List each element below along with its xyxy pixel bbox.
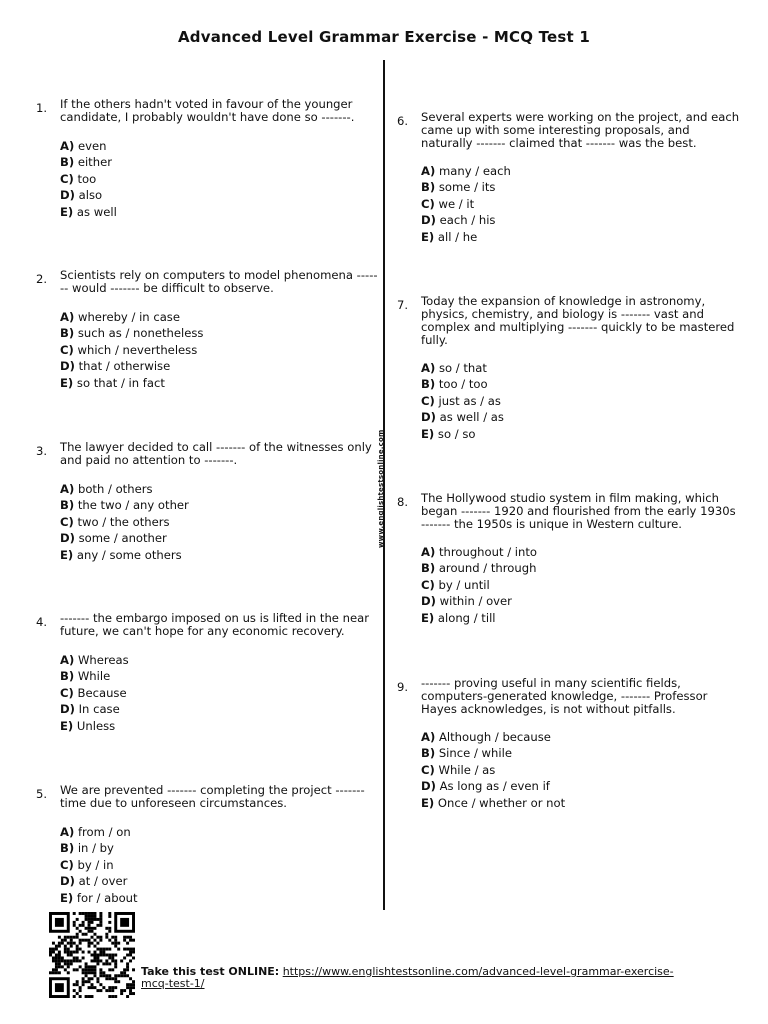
question-stem: Scientists rely on computers to model phenomena ------- would ------- be difficult to observe.	[60, 268, 378, 295]
option-text: Since / while	[438, 746, 512, 761]
option-text: within / over	[439, 594, 512, 609]
answer-option	[60, 375, 203, 391]
option-text: any / some others	[76, 547, 182, 562]
option-text: which / nevertheless	[77, 342, 198, 357]
option-text: around / through	[438, 561, 537, 576]
answer-option	[421, 163, 511, 179]
option-letter: D)	[60, 874, 75, 889]
answer-options	[421, 163, 511, 245]
footer	[141, 966, 701, 990]
question-stem: If the others hadn't voted in favour of the younger candidate, I probably wouldn't have done so -------.	[60, 97, 355, 124]
footer-label: Take this test ONLINE:	[141, 965, 280, 978]
answer-option	[60, 342, 203, 358]
answer-option	[421, 426, 504, 442]
option-letter: C)	[60, 685, 74, 700]
option-text: along / till	[437, 610, 496, 625]
answer-option	[60, 701, 129, 717]
question-number: 9.	[397, 680, 409, 694]
question-6	[397, 111, 742, 249]
question-number: 1.	[36, 101, 48, 115]
option-letter: D)	[60, 702, 75, 717]
question-number: 4.	[36, 615, 48, 629]
option-text: While	[77, 669, 111, 684]
answer-option	[421, 762, 565, 778]
option-letter: B)	[60, 155, 75, 170]
answer-option	[421, 196, 511, 212]
question-number: 7.	[397, 298, 409, 312]
option-text: for / about	[76, 890, 138, 905]
option-letter: E)	[421, 426, 435, 441]
answer-option	[60, 652, 129, 668]
answer-option	[60, 890, 138, 906]
answer-option	[421, 560, 537, 576]
answer-option	[60, 668, 129, 684]
option-letter: C)	[421, 196, 435, 211]
option-letter: C)	[60, 342, 74, 357]
option-letter: E)	[60, 890, 74, 905]
option-letter: A)	[60, 139, 75, 153]
option-letter: C)	[421, 393, 435, 408]
option-letter: A)	[421, 730, 436, 744]
option-text: throughout / into	[438, 545, 537, 559]
answer-option	[421, 593, 537, 609]
option-letter: B)	[60, 498, 75, 513]
question-stem: The Hollywood studio system in film making, which began ------- 1920 and flourished from the early 1930s ------- the 1950s is unique in Western culture.	[421, 491, 736, 531]
option-text: some / its	[438, 180, 496, 195]
answer-option	[60, 325, 203, 341]
option-text: each / his	[439, 213, 496, 228]
answer-option	[60, 497, 189, 513]
option-letter: C)	[421, 577, 435, 592]
option-text: all / he	[437, 229, 478, 244]
option-text: also	[78, 188, 103, 203]
question-stem: Today the expansion of knowledge in astronomy, physics, chemistry, and biology is ------- vast and complex and multiplying ------- quickly to be mastered fully.	[421, 294, 735, 347]
option-text: Although / because	[438, 730, 551, 744]
answer-option	[60, 840, 138, 856]
answer-option	[60, 824, 138, 840]
option-text: Unless	[76, 718, 116, 733]
option-letter: C)	[421, 762, 435, 777]
answer-option	[60, 187, 117, 203]
option-letter: B)	[421, 561, 436, 576]
answer-option	[421, 610, 537, 626]
option-text: as well	[76, 204, 117, 219]
answer-option	[421, 376, 504, 392]
answer-option	[421, 778, 565, 794]
question-7	[397, 295, 742, 446]
question-stem: The lawyer decided to call ------- of the witnesses only and paid no attention to -------.	[60, 440, 372, 467]
answer-option	[60, 514, 189, 530]
option-text: either	[77, 155, 112, 170]
option-text: Because	[77, 685, 127, 700]
answer-option	[60, 873, 138, 889]
question-number: 3.	[36, 444, 48, 458]
option-text: by / until	[438, 577, 490, 592]
question-8	[397, 492, 742, 630]
answer-option	[60, 857, 138, 873]
option-letter: D)	[60, 531, 75, 546]
answer-option	[60, 138, 117, 154]
answer-options	[421, 729, 565, 811]
option-text: many / each	[438, 164, 511, 178]
question-2	[36, 269, 381, 395]
answer-options	[60, 824, 138, 906]
answer-options	[60, 309, 203, 391]
question-number: 6.	[397, 114, 409, 128]
answer-option	[421, 409, 504, 425]
option-letter: B)	[60, 669, 75, 684]
answer-option	[421, 360, 504, 376]
option-letter: D)	[60, 188, 75, 203]
answer-option	[60, 358, 203, 374]
option-letter: B)	[421, 180, 436, 195]
option-letter: D)	[421, 410, 436, 425]
option-letter: E)	[60, 547, 74, 562]
option-letter: C)	[60, 514, 74, 529]
question-stem: ------- proving useful in many scientific fields, computers-generated knowledge, ------- Professor Hayes acknowledges, is not without pitfalls.	[421, 676, 708, 716]
question-number: 5.	[36, 787, 48, 801]
page-title: Advanced Level Grammar Exercise - MCQ Test 1	[177, 28, 590, 46]
answer-option	[421, 544, 537, 560]
answer-option	[60, 171, 117, 187]
answer-option	[60, 547, 189, 563]
answer-options	[60, 652, 129, 734]
answer-option	[421, 745, 565, 761]
question-1	[36, 98, 381, 224]
option-letter: E)	[60, 204, 74, 219]
option-letter: A)	[60, 482, 75, 496]
website-vertical-text: www.englishtestsonline.com	[377, 429, 385, 548]
option-letter: C)	[60, 171, 74, 186]
option-text: just as / as	[438, 393, 501, 408]
question-4	[36, 612, 381, 738]
option-text: both / others	[77, 482, 153, 496]
option-letter: A)	[421, 361, 436, 375]
option-letter: A)	[421, 545, 436, 559]
answer-option	[60, 685, 129, 701]
option-text: we / it	[438, 196, 475, 211]
answer-options	[60, 138, 117, 220]
qr-code-icon	[48, 912, 136, 998]
option-letter: D)	[421, 594, 436, 609]
option-letter: B)	[60, 326, 75, 341]
option-text: in / by	[77, 841, 114, 856]
option-text: Whereas	[77, 653, 129, 667]
option-text: by / in	[77, 857, 114, 872]
answer-option	[60, 718, 129, 734]
answer-options	[421, 360, 504, 442]
answer-option	[421, 212, 511, 228]
option-letter: D)	[60, 359, 75, 374]
option-text: that / otherwise	[78, 359, 171, 374]
test-online-link[interactable]: https://www.englishtestsonline.com/advanced-level-grammar-exercise-mcq-test-1/	[141, 965, 674, 990]
option-letter: B)	[421, 377, 436, 392]
option-text: In case	[78, 702, 120, 717]
answer-option	[60, 530, 189, 546]
option-text: While / as	[438, 762, 496, 777]
option-letter: B)	[421, 746, 436, 761]
option-letter: E)	[421, 229, 435, 244]
option-text: Once / whether or not	[437, 795, 566, 810]
question-number: 8.	[397, 495, 409, 509]
answer-option	[60, 309, 203, 325]
question-9	[397, 677, 742, 815]
option-letter: B)	[60, 841, 75, 856]
answer-option	[421, 393, 504, 409]
option-text: at / over	[78, 874, 128, 889]
option-text: even	[77, 139, 107, 153]
option-text: too / too	[438, 377, 488, 392]
answer-option	[421, 179, 511, 195]
question-stem: Several experts were working on the project, and each came up with some interesting proposals, and naturally ------- claimed that ------- was the best.	[421, 110, 740, 150]
question-number: 2.	[36, 272, 48, 286]
option-text: so / that	[438, 361, 487, 375]
option-letter: E)	[60, 375, 74, 390]
option-letter: E)	[421, 795, 435, 810]
option-letter: E)	[421, 610, 435, 625]
option-letter: A)	[60, 825, 75, 839]
option-text: two / the others	[77, 514, 170, 529]
answer-option	[421, 795, 565, 811]
answer-option	[421, 729, 565, 745]
option-letter: E)	[60, 718, 74, 733]
answer-option	[421, 577, 537, 593]
option-text: the two / any other	[77, 498, 189, 513]
answer-option	[60, 204, 117, 220]
option-text: so that / in fact	[76, 375, 165, 390]
answer-option	[60, 481, 189, 497]
question-5	[36, 784, 381, 910]
option-text: as well / as	[439, 410, 504, 425]
option-letter: A)	[60, 310, 75, 324]
question-3	[36, 441, 381, 567]
question-stem: ------- the embargo imposed on us is lifted in the near future, we can't hope for any economic recovery.	[60, 611, 369, 638]
option-letter: A)	[60, 653, 75, 667]
answer-option	[421, 229, 511, 245]
option-text: whereby / in case	[77, 310, 180, 324]
option-text: some / another	[78, 531, 167, 546]
question-stem: We are prevented ------- completing the project ------- time due to unforeseen circumstances.	[60, 783, 365, 810]
option-letter: C)	[60, 857, 74, 872]
option-text: such as / nonetheless	[77, 326, 204, 341]
option-letter: D)	[421, 779, 436, 794]
option-text: too	[77, 171, 97, 186]
answer-option	[60, 154, 117, 170]
option-letter: A)	[421, 164, 436, 178]
option-text: from / on	[77, 825, 131, 839]
option-text: As long as / even if	[439, 779, 550, 794]
answer-options	[60, 481, 189, 563]
option-letter: D)	[421, 213, 436, 228]
answer-options	[421, 544, 537, 626]
option-text: so / so	[437, 426, 476, 441]
